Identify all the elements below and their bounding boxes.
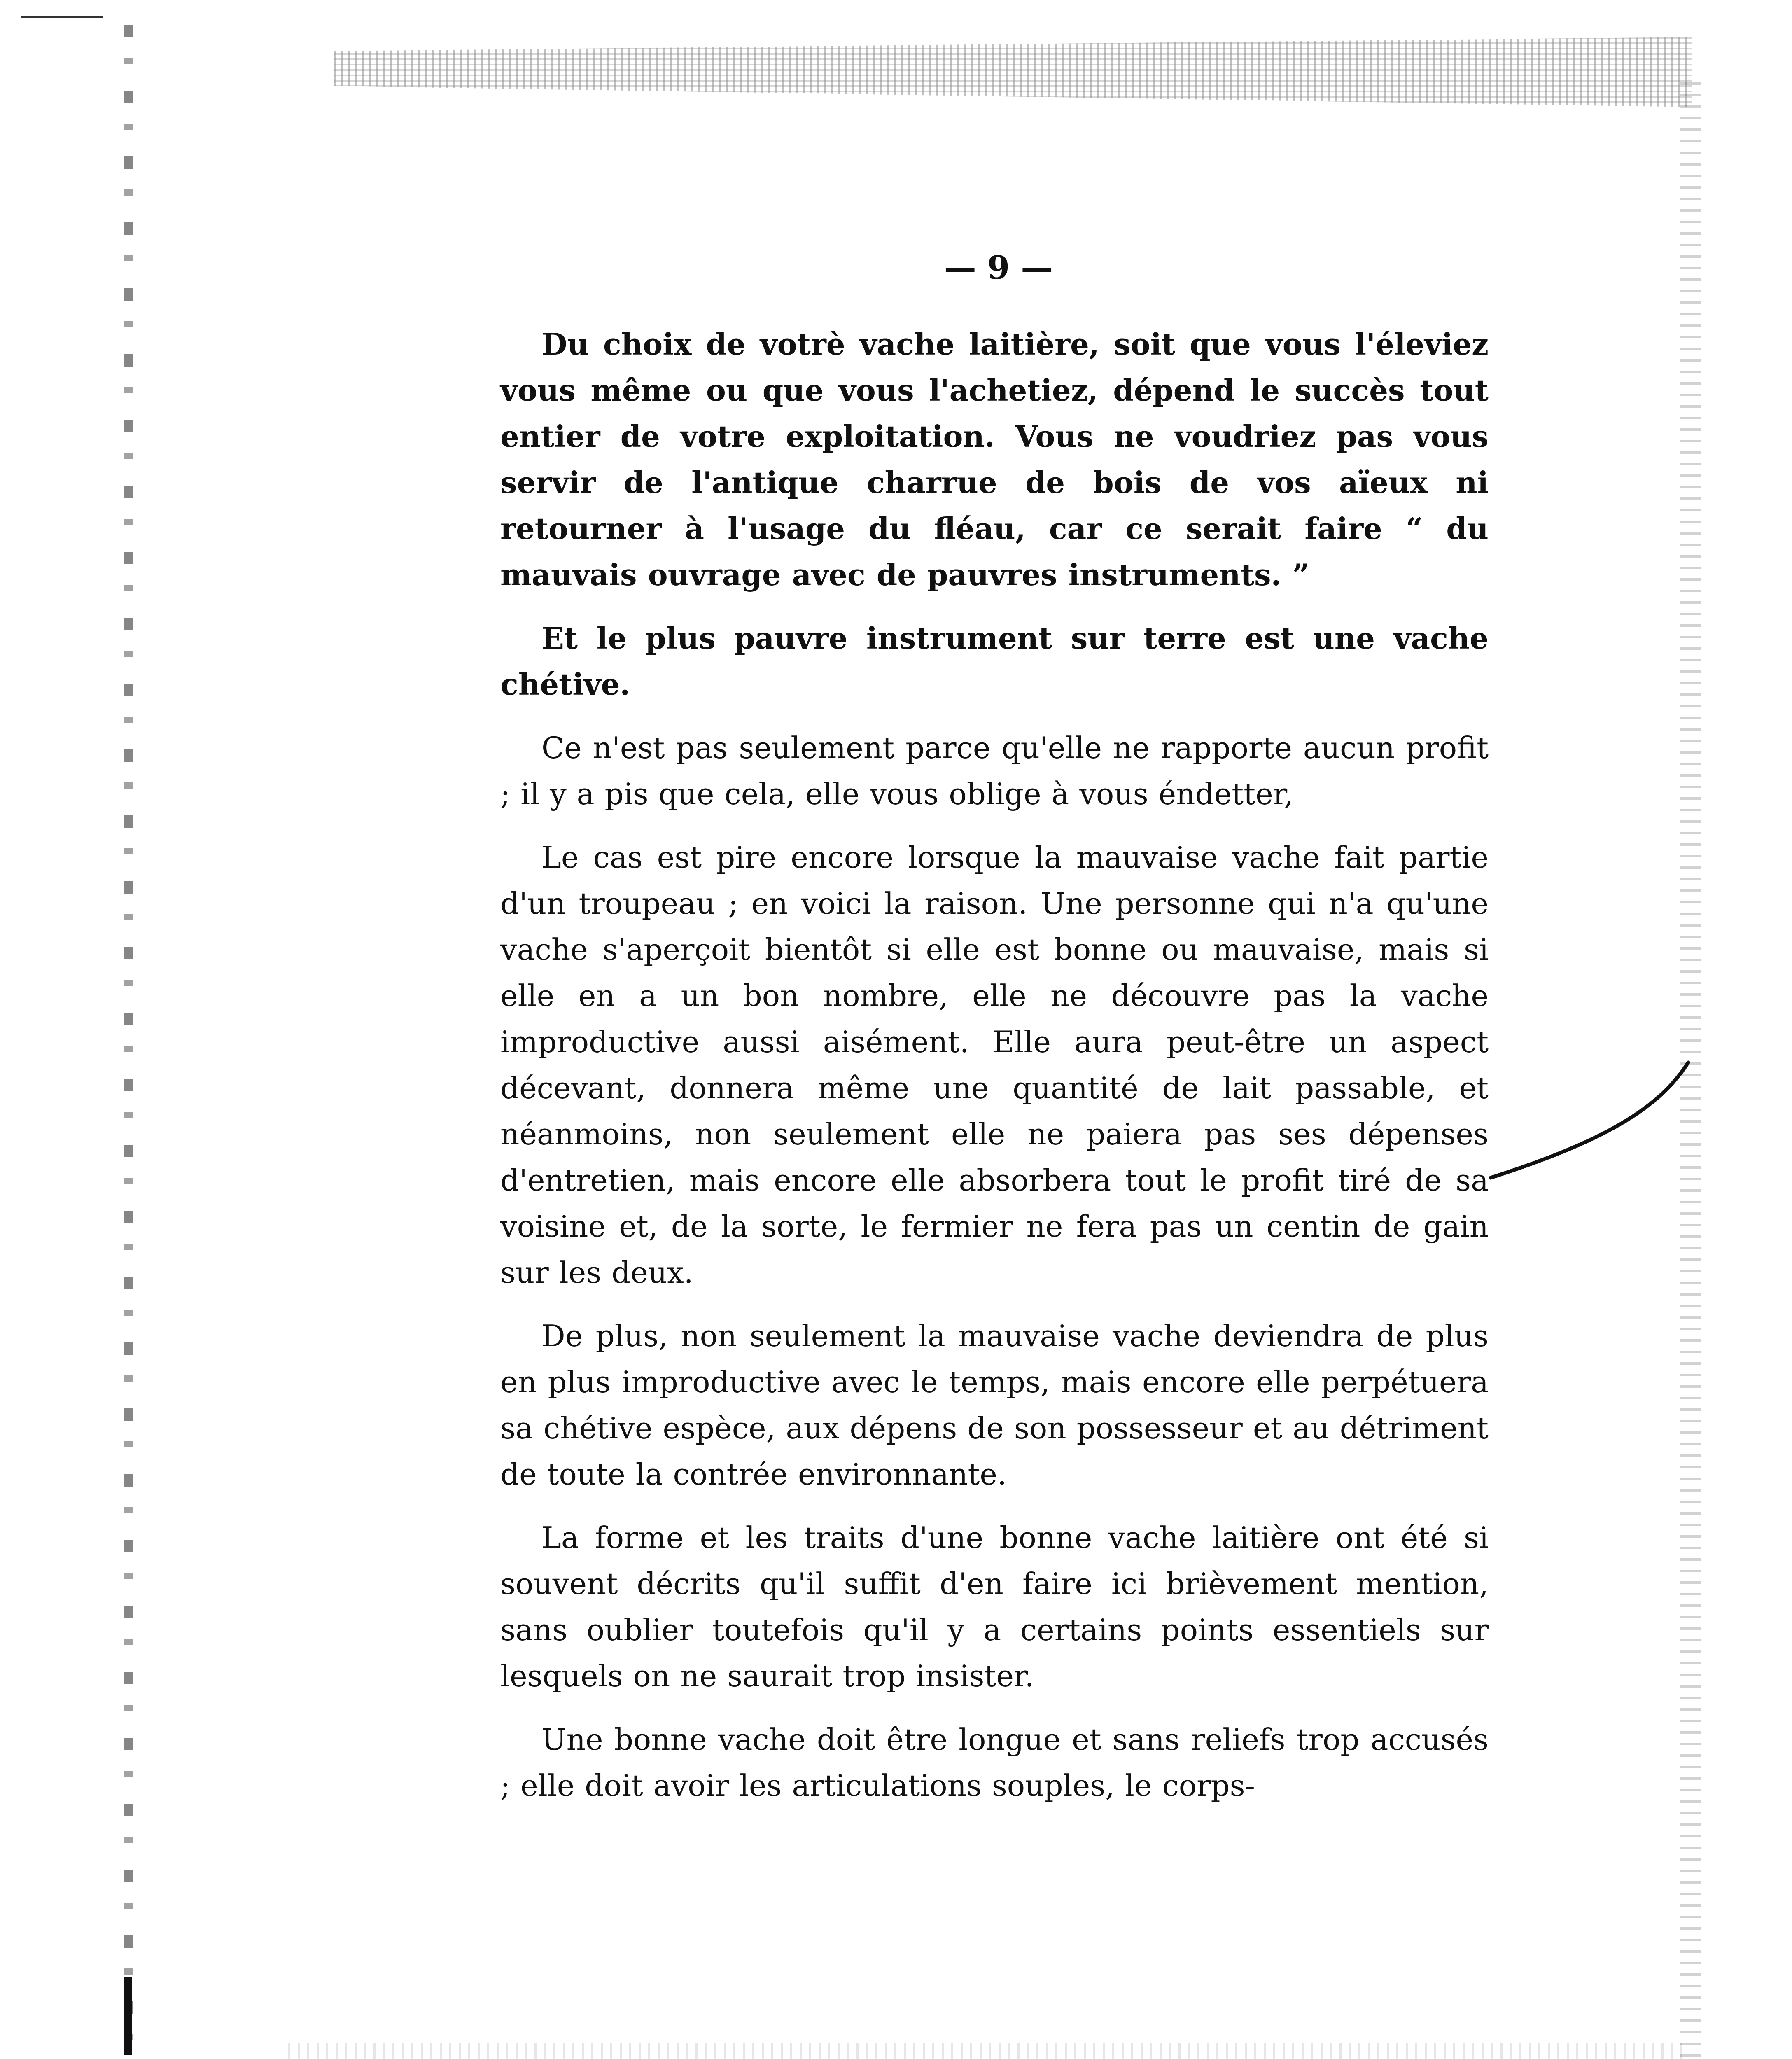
pen-stroke-mark (1482, 1058, 1696, 1182)
scan-artifact-header-noise (334, 37, 1692, 107)
paragraph-5: De plus, non seulement la mauvaise vache deviendra de plus en plus improductive avec le temps, mais encore elle perpétuera sa chétive espèce, aux dépens de son possesseur et au détriment de toute la contrée environnante. (500, 1319, 1489, 1492)
page-number: — 9 — (944, 249, 1053, 287)
paragraph-7: Une bonne vache doit être longue et sans reliefs trop accusés ; elle doit avoir les articulations souples, le corps- (500, 1722, 1489, 1803)
scan-artifact-bottom-noise (288, 2043, 1688, 2059)
paragraph-2: Et le plus pauvre instrument sur terre est une vache chétive. (500, 621, 1489, 702)
scan-artifact-top-line (21, 16, 103, 18)
body-text (500, 321, 1489, 1826)
scan-artifact-left-edge (124, 25, 133, 2059)
paragraph-3: Ce n'est pas seulement parce qu'elle ne rapporte aucun profit ; il y a pis que cela, elle vous oblige à vous éndetter, (500, 731, 1489, 811)
scan-artifact-left-edge-dark (124, 1977, 132, 2055)
paragraph-1: Du choix de votrè vache laitière, soit que vous l'éleviez vous même ou que vous l'achetiez, dépend le succès tout entier de votre exploitation. Vous ne voudriez pas vous servir de l'antique charrue de bois de vos aïeux ni retourner à l'usage du fléau, car ce serait faire “ du mauvais ouvrage avec de pauvres instruments. ” (500, 327, 1489, 592)
paragraph-4: Le cas est pire encore lorsque la mauvaise vache fait partie d'un troupeau ; en voici la raison. Une personne qui n'a qu'une vache s'aperçoit bientôt si elle est bonne ou mauvaise, mais si elle en a un bon nombre, elle ne découvre pas la vache improductive aussi aisément. Elle aura peut-être un aspect décevant, donnera même une quantité de lait passable, et néanmoins, non seulement elle ne paiera pas ses dépenses d'entretien, mais encore elle absorbera tout le profit tiré de sa voisine et, de la sorte, le fermier ne fera pas un centin de gain sur les deux. (500, 840, 1489, 1290)
paragraph-6: La forme et les traits d'une bonne vache laitière ont été si souvent décrits qu'il suffit d'en faire ici brièvement mention, sans oublier toutefois qu'il y a certains points essentiels sur lesquels on ne saurait trop insister. (500, 1520, 1489, 1693)
